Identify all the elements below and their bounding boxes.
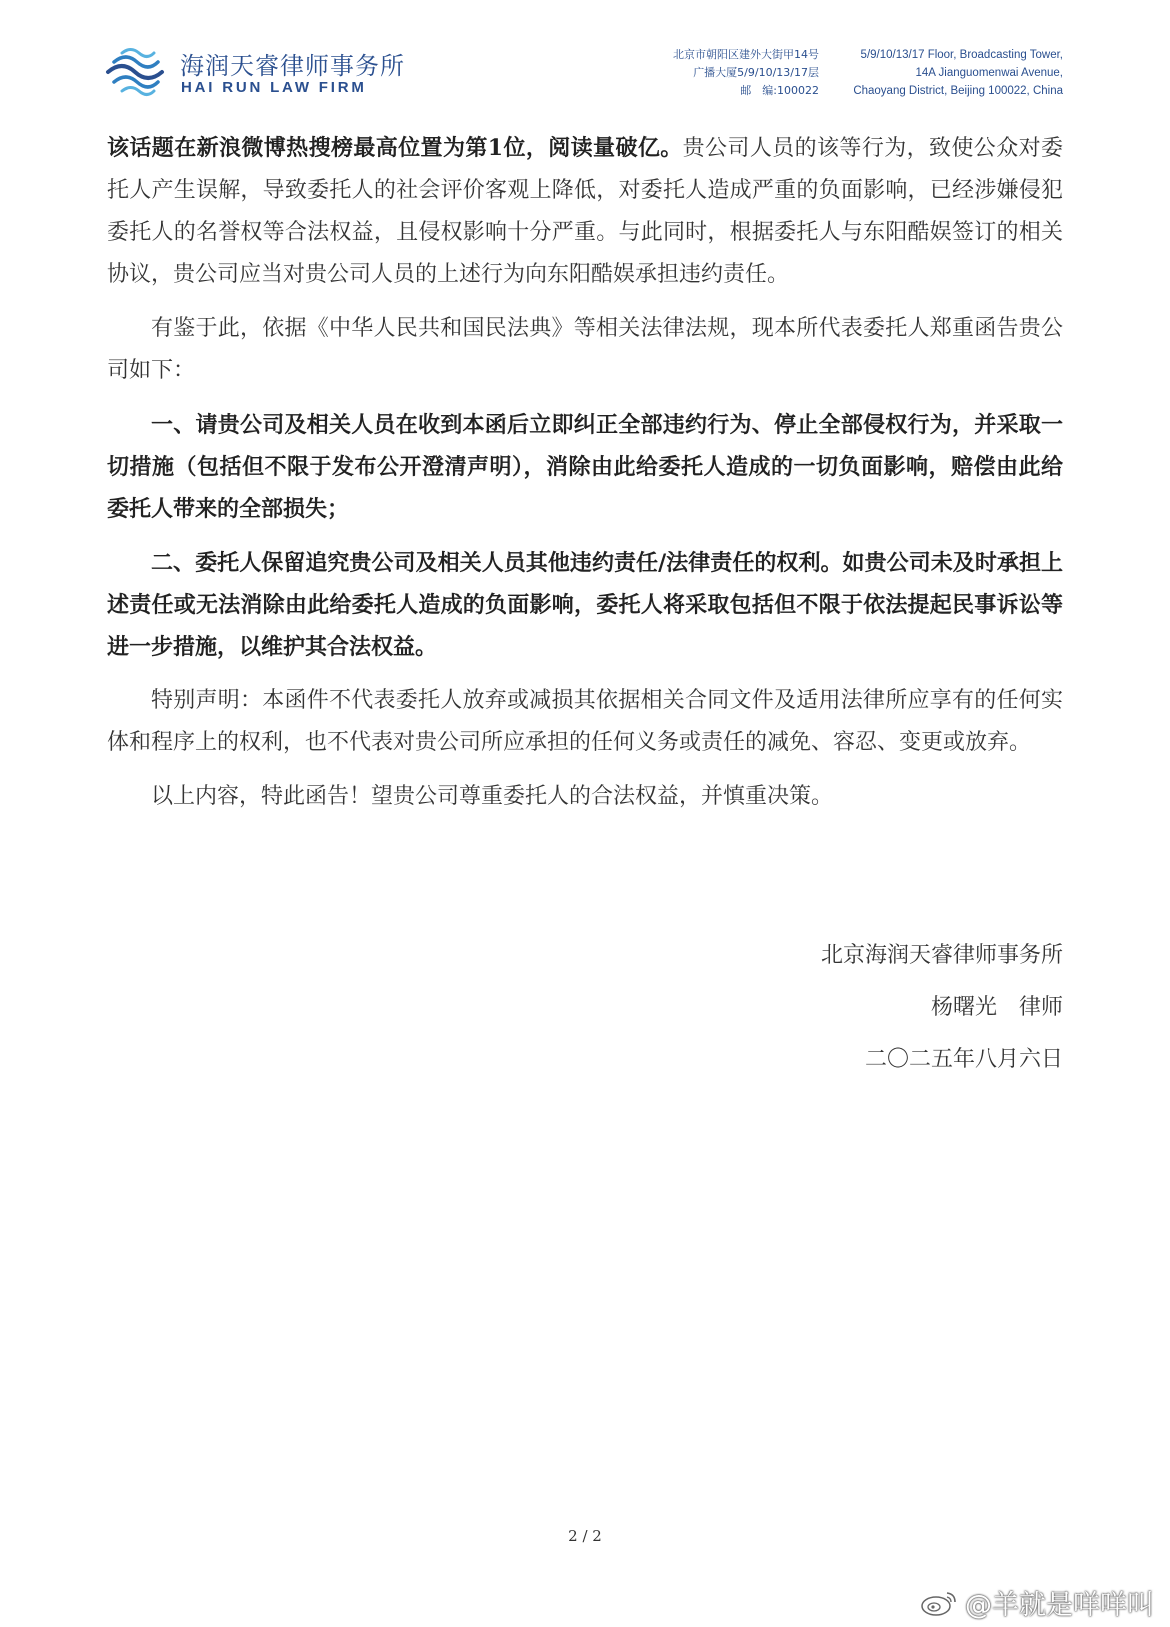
weibo-icon: [919, 1589, 959, 1617]
firm-name-en: HAI RUN LAW FIRM: [181, 79, 367, 96]
address-en-line: Chaoyang District, Beijing 100022, China: [853, 85, 1063, 97]
letterhead: [0, 0, 1170, 120]
page-number: 2 / 2: [568, 1527, 602, 1545]
wave-logo-icon: [104, 42, 166, 102]
firm-name-cn: 海润天睿律师事务所: [180, 52, 405, 80]
letter-body: [107, 127, 1063, 830]
address-cn: [673, 46, 819, 100]
address-cn-line: 广播大厦5/9/10/13/17层: [693, 66, 819, 79]
address-cn-line: 邮 编:100022: [740, 84, 819, 97]
watermark-text: @羊就是咩咩叫: [965, 1590, 1154, 1621]
demand-item-2: 二、委托人保留追究贵公司及相关人员其他违约责任/法律责任的权利。如贵公司未及时承担上述责任或无法消除由此给委托人造成的负面影响，委托人将采取包括但不限于依法提起民事诉讼等进一步措施，以维护其合法权益。: [107, 550, 1063, 660]
closing-statement: 以上内容，特此函告！望贵公司尊重委托人的合法权益，并慎重决策。: [151, 784, 834, 809]
address-en-line: 14A Jianguomenwai Avenue,: [915, 67, 1063, 79]
bold-statement: 该话题在新浪微博热搜榜最高位置为第1位，阅读量破亿。: [107, 135, 683, 161]
address-cn-line: 北京市朝阳区建外大街甲14号: [673, 48, 819, 61]
watermark: [919, 1583, 1154, 1622]
paragraph-impact: [107, 127, 1063, 296]
demand-item-1: 一、请贵公司及相关人员在收到本函后立即纠正全部违约行为、停止全部侵权行为，并采取一切措施（包括但不限于发布公开澄清声明），消除由此给委托人造成的一切负面影响，赔偿由此给委托人带来的全部损失；: [107, 412, 1063, 522]
special-statement: 特别声明：本函件不代表委托人放弃或减损其依据相关合同文件及适用法律所应享有的任何实体和程序上的权利，也不代表对贵公司所应承担的任何义务或责任的减免、容忍、变更或放弃。: [107, 688, 1063, 755]
paragraph-notice: 有鉴于此，依据《中华人民共和国民法典》等相关法律法规，现本所代表委托人郑重函告贵公司如下：: [107, 316, 1063, 383]
address-en: [853, 46, 1063, 100]
impact-text: 贵公司人员的该等行为，致使公众对委托人产生误解，导致委托人的社会评价客观上降低，对委托人造成严重的负面影响，已经涉嫌侵犯委托人的名誉权等合法权益，且侵权影响十分严重。与此同时，根据委托人与东阳酷娱签订的相关协议，贵公司应当对贵公司人员的上述行为向东阳酷娱承担违约责任。: [107, 136, 1063, 287]
address-en-line: 5/9/10/13/17 Floor, Broadcasting Tower,: [860, 49, 1063, 61]
signature-block: [821, 930, 1063, 1086]
signature-lawyer: 杨曙光 律师: [930, 995, 1063, 1020]
signature-firm: 北京海润天睿律师事务所: [820, 943, 1063, 968]
signature-date: 二〇二五年八月六日: [864, 1047, 1063, 1072]
